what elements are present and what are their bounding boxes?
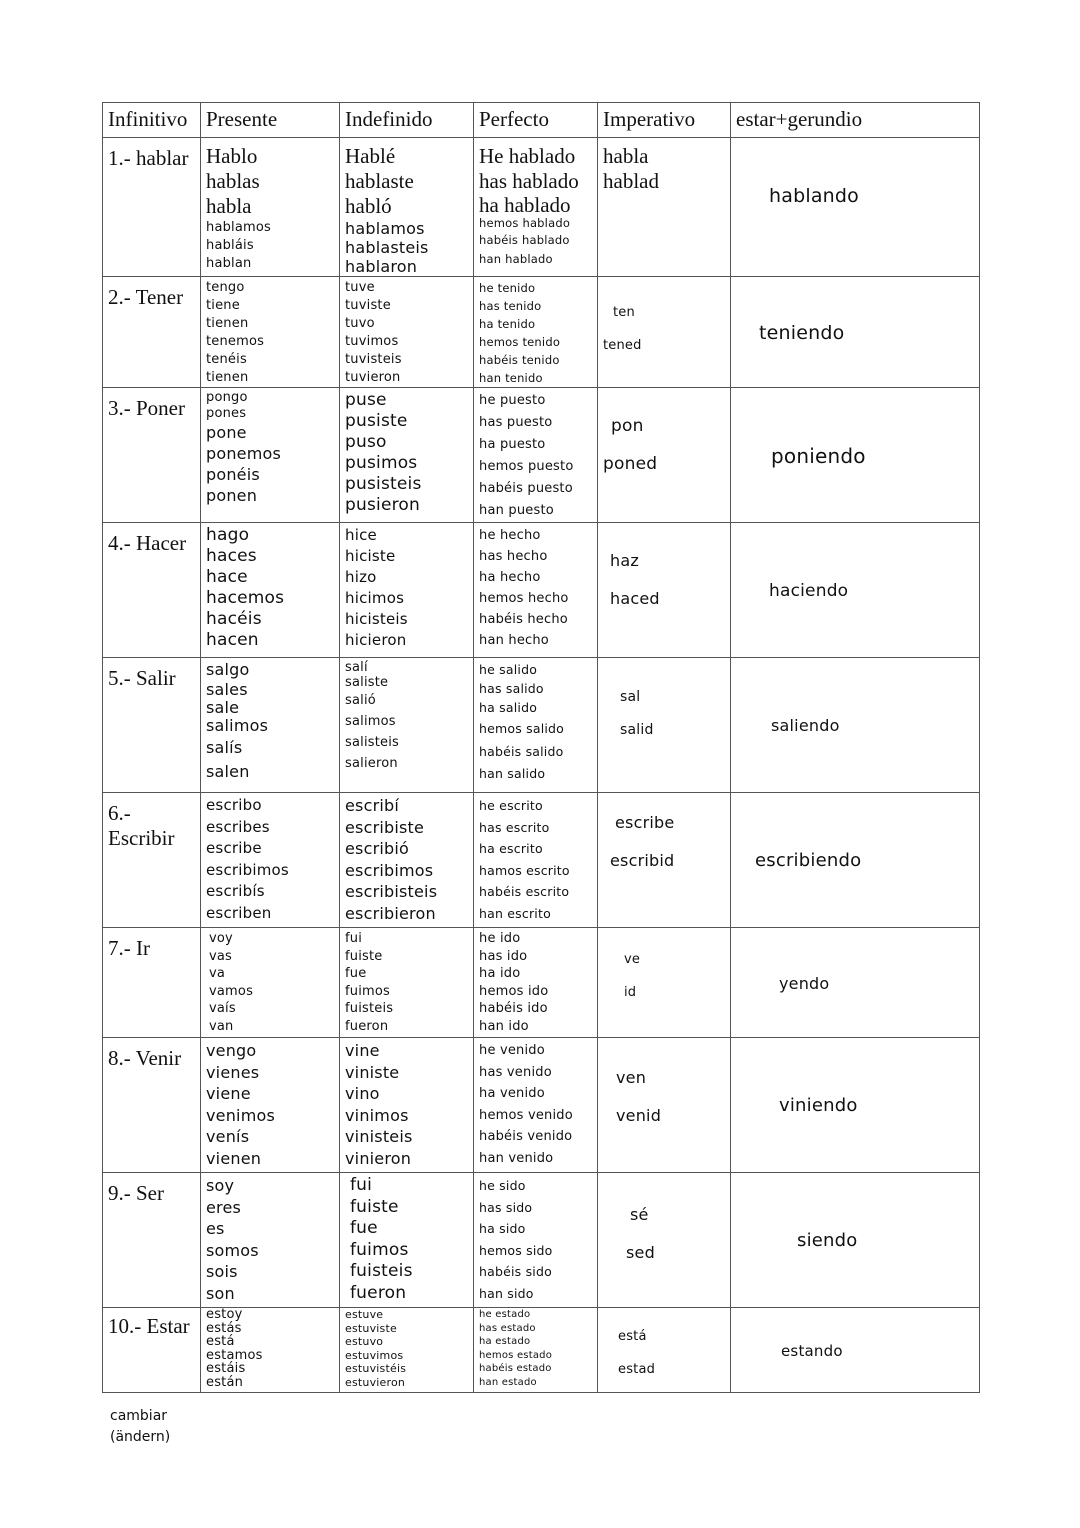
conjugation: salgo — [206, 660, 250, 679]
conjugation: salimos — [345, 714, 396, 729]
conjugation: He hablado — [479, 144, 576, 168]
conjugation: estoy — [206, 1307, 243, 1322]
conjugation: escribiste — [345, 817, 425, 837]
conjugation: he tenido — [479, 281, 536, 295]
table-row — [103, 928, 980, 1038]
conjugation: has hablado — [479, 169, 579, 193]
conjugation: tenemos — [206, 334, 265, 349]
conjugation: estuve — [345, 1308, 384, 1321]
conjugation: he estado — [479, 1309, 531, 1320]
conjugation: habéis salido — [479, 744, 564, 759]
gerundio-cell: yendo — [731, 928, 980, 1038]
conjugation: ha salido — [479, 700, 538, 715]
table-row — [103, 1308, 980, 1393]
conjugation: has puesto — [479, 415, 553, 430]
conjugation: has hecho — [479, 549, 548, 564]
conjugation: salió — [345, 693, 376, 708]
conjugation: haced — [610, 589, 660, 608]
conjugation: venimos — [206, 1105, 276, 1125]
header-presente: Presente — [201, 103, 340, 138]
conjugation: fuisteis — [350, 1261, 413, 1281]
conjugation: escriben — [206, 903, 272, 922]
perfecto-cell — [474, 277, 598, 388]
conjugation: ha ido — [479, 966, 521, 981]
conjugation: salisteis — [345, 735, 400, 750]
gerundio-cell: siendo — [731, 1173, 980, 1308]
conjugation: has estado — [479, 1322, 536, 1334]
indefinido-cell — [340, 388, 474, 523]
conjugation: habéis escrito — [479, 884, 570, 899]
conjugation: han venido — [479, 1150, 554, 1166]
conjugation: Hablo — [206, 144, 258, 168]
conjugation: venid — [616, 1106, 662, 1125]
conjugation: hemos hablado — [479, 216, 571, 230]
table-row — [103, 523, 980, 658]
conjugation: estad — [618, 1362, 656, 1377]
conjugation: somos — [206, 1240, 259, 1260]
conjugation: ha sido — [479, 1221, 526, 1236]
header-gerundio: estar+gerundio — [731, 103, 980, 138]
infinitivo-cell: 7.- Ir — [103, 928, 201, 1038]
imperativo-cell — [598, 658, 731, 793]
perfecto-cell — [474, 1173, 598, 1308]
conjugation: habéis sido — [479, 1264, 552, 1279]
conjugation: estás — [206, 1320, 242, 1336]
presente-cell — [201, 138, 340, 277]
imperativo-cell — [598, 1173, 731, 1308]
conjugation: hablas — [206, 169, 260, 193]
conjugation: ten — [613, 305, 635, 320]
conjugation: he sido — [479, 1178, 526, 1193]
conjugation: has venido — [479, 1064, 552, 1080]
conjugation: hiciste — [345, 547, 396, 565]
conjugation: pon — [611, 416, 644, 436]
conjugation: hice — [345, 526, 377, 544]
conjugation: han puesto — [479, 503, 554, 518]
conjugation: haces — [206, 546, 257, 566]
conjugation: han ido — [479, 1018, 529, 1034]
conjugation: han escrito — [479, 905, 551, 921]
conjugation: has escrito — [479, 819, 550, 835]
conjugation: están — [206, 1374, 244, 1390]
conjugation: ha hablado — [479, 193, 571, 217]
perfecto-cell — [474, 523, 598, 658]
conjugation: escribimos — [206, 860, 289, 879]
gerundio-cell: poniendo — [731, 388, 980, 523]
conjugation: han tenido — [479, 371, 543, 385]
conjugation: hemos tenido — [479, 335, 561, 349]
conjugation: salid — [620, 722, 654, 738]
conjugation: hablamos — [206, 220, 272, 235]
conjugation: han salido — [479, 766, 546, 781]
conjugation: estuvieron — [345, 1375, 406, 1389]
conjugation: está — [206, 1334, 235, 1349]
presente-cell — [201, 1038, 340, 1173]
conjugation: hamos escrito — [479, 862, 570, 878]
conjugation: hemos sido — [479, 1242, 553, 1258]
conjugation: ha estado — [479, 1336, 531, 1347]
conjugation: habéis venido — [479, 1129, 573, 1144]
conjugation: escribió — [345, 839, 409, 858]
conjugation: ve — [624, 952, 641, 967]
conjugation: has tenido — [479, 299, 542, 313]
conjugation: sales — [206, 680, 248, 699]
conjugation: habló — [345, 194, 392, 218]
infinitivo-cell: 8.- Venir — [103, 1038, 201, 1173]
conjugation: fui — [350, 1175, 373, 1195]
perfecto-cell — [474, 928, 598, 1038]
conjugation: hacen — [206, 630, 259, 650]
perfecto-cell — [474, 138, 598, 277]
conjugation: puso — [345, 432, 387, 452]
imperativo-cell — [598, 277, 731, 388]
imperativo-cell — [598, 793, 731, 928]
gerundio-cell: viniendo — [731, 1038, 980, 1173]
conjugation: pones — [206, 406, 247, 421]
conjugation: voy — [209, 931, 233, 946]
conjugation: hablaste — [345, 169, 414, 193]
conjugation: vamos — [209, 983, 254, 999]
conjugation: escribieron — [345, 903, 436, 923]
conjugation: tenéis — [206, 352, 247, 367]
presente-cell — [201, 277, 340, 388]
conjugation: sed — [626, 1243, 655, 1262]
conjugation: sois — [206, 1262, 238, 1281]
conjugation: haz — [610, 551, 639, 570]
conjugation: estuvistéis — [345, 1362, 407, 1375]
conjugation: estáis — [206, 1361, 246, 1376]
conjugation: escribe — [206, 839, 262, 857]
conjugation: está — [618, 1329, 647, 1344]
conjugation: ha escrito — [479, 841, 543, 856]
conjugation: vinieron — [345, 1148, 412, 1168]
indefinido-cell — [340, 1308, 474, 1393]
imperativo-cell — [598, 1308, 731, 1393]
conjugation: tuvo — [345, 316, 375, 331]
conjugation: hemos salido — [479, 721, 565, 736]
conjugation: pusieron — [345, 495, 420, 515]
gerundio-cell: hablando — [731, 138, 980, 277]
infinitivo-cell: 10.- Estar — [103, 1308, 201, 1393]
conjugation: hablad — [603, 169, 659, 193]
conjugation: has salido — [479, 681, 544, 696]
conjugation: tuvieron — [345, 370, 401, 385]
conjugation: venís — [206, 1127, 250, 1146]
conjugation: pusimos — [345, 453, 418, 473]
conjugation: viene — [206, 1084, 251, 1103]
table-row — [103, 138, 980, 277]
conjugation: he hecho — [479, 528, 541, 543]
imperativo-cell — [598, 928, 731, 1038]
conjugation: ha hecho — [479, 570, 541, 585]
conjugation: hicisteis — [345, 610, 408, 628]
conjugation: pone — [206, 423, 247, 442]
header-indefinido: Indefinido — [340, 103, 474, 138]
infinitivo-cell: 3.- Poner — [103, 388, 201, 523]
conjugation: habéis estado — [479, 1363, 552, 1374]
presente-cell — [201, 928, 340, 1038]
conjugation: hablan — [206, 256, 252, 271]
conjugation: habéis hecho — [479, 612, 568, 627]
imperativo-cell — [598, 388, 731, 523]
conjugation: estuvo — [345, 1335, 384, 1348]
imperativo-cell — [598, 138, 731, 277]
conjugation: hablasteis — [345, 238, 429, 257]
table-row — [103, 1173, 980, 1308]
conjugation: ponemos — [206, 444, 282, 463]
conjugation: escribo — [206, 796, 262, 814]
conjugation: salimos — [206, 716, 269, 735]
note-word: cambiar — [110, 1408, 168, 1424]
conjugation: va — [209, 966, 226, 981]
presente-cell — [201, 388, 340, 523]
conjugation: vienes — [206, 1062, 260, 1082]
indefinido-cell — [340, 928, 474, 1038]
conjugation: ven — [616, 1068, 647, 1087]
infinitivo-cell: 9.- Ser — [103, 1173, 201, 1308]
conjugation: estamos — [206, 1347, 263, 1363]
conjugation: fueron — [350, 1282, 407, 1303]
imperativo-cell — [598, 523, 731, 658]
infinitivo-cell: 2.- Tener — [103, 277, 201, 388]
gerundio-cell: saliendo — [731, 658, 980, 793]
presente-cell — [201, 793, 340, 928]
conjugation: hablaron — [345, 257, 418, 276]
perfecto-cell — [474, 1308, 598, 1393]
conjugation: tuve — [345, 280, 375, 295]
infinitivo-cell: 6.- Escribir — [103, 793, 201, 928]
header-row — [103, 103, 980, 138]
conjugation: Hablé — [345, 144, 396, 168]
conjugation: sale — [206, 698, 240, 717]
conjugation: hago — [206, 525, 250, 545]
conjugation: hicieron — [345, 631, 407, 649]
conjugation: ponéis — [206, 465, 260, 484]
conjugation: hemos estado — [479, 1349, 553, 1361]
infinitivo-cell: 4.- Hacer — [103, 523, 201, 658]
conjugation: escribe — [615, 813, 675, 832]
conjugation-table — [102, 102, 980, 1393]
gerundio-cell: estando — [731, 1308, 980, 1393]
conjugation: has sido — [479, 1199, 533, 1215]
conjugation: saliste — [345, 675, 389, 690]
conjugation: tuvimos — [345, 334, 399, 349]
infinitivo-cell: 1.- hablar — [103, 138, 201, 277]
conjugation: hacemos — [206, 588, 285, 608]
conjugation: hacéis — [206, 609, 262, 629]
indefinido-cell — [340, 658, 474, 793]
conjugation: habéis tenido — [479, 353, 560, 367]
conjugation: habláis — [206, 238, 254, 253]
note-translation: (ändern) — [110, 1429, 171, 1445]
conjugation: es — [206, 1219, 225, 1238]
conjugation: habéis hablado — [479, 233, 570, 247]
conjugation: estuviste — [345, 1321, 397, 1335]
conjugation: han hecho — [479, 633, 549, 648]
indefinido-cell — [340, 138, 474, 277]
imperativo-cell — [598, 1038, 731, 1173]
conjugation: ha tenido — [479, 317, 536, 331]
conjugation: fuimos — [350, 1239, 409, 1260]
table-row — [103, 388, 980, 523]
conjugation: son — [206, 1283, 235, 1303]
table-row — [103, 793, 980, 928]
conjugation: vaís — [209, 1001, 236, 1016]
conjugation: he ido — [479, 931, 521, 946]
conjugation: vengo — [206, 1041, 257, 1060]
conjugation: tiene — [206, 298, 240, 313]
gerundio-cell: haciendo — [731, 523, 980, 658]
conjugation: soy — [206, 1176, 235, 1195]
perfecto-cell — [474, 388, 598, 523]
conjugation: han hablado — [479, 252, 553, 266]
conjugation: vinisteis — [345, 1127, 413, 1146]
conjugation: van — [209, 1018, 234, 1034]
perfecto-cell — [474, 793, 598, 928]
conjugation: ha venido — [479, 1086, 545, 1101]
conjugation: tened — [603, 338, 642, 353]
conjugation: fuisteis — [345, 1001, 394, 1016]
conjugation: han sido — [479, 1285, 534, 1301]
conjugation: salí — [345, 660, 368, 675]
conjugation: escribimos — [345, 860, 434, 880]
conjugation: fuimos — [345, 983, 391, 999]
conjugation: sé — [630, 1205, 649, 1224]
conjugation: vine — [345, 1041, 380, 1060]
conjugation: escribisteis — [345, 882, 438, 901]
conjugation: hizo — [345, 568, 377, 586]
conjugation: he puesto — [479, 393, 546, 408]
presente-cell — [201, 523, 340, 658]
conjugation: he salido — [479, 662, 538, 677]
conjugation: hablamos — [345, 219, 425, 238]
conjugation: habéis ido — [479, 1001, 548, 1016]
table-row — [103, 1038, 980, 1173]
conjugation: pongo — [206, 390, 248, 405]
indefinido-cell — [340, 1038, 474, 1173]
conjugation: vienen — [206, 1148, 262, 1168]
table-row — [103, 658, 980, 793]
conjugation: hace — [206, 567, 248, 587]
infinitivo-cell: 5.- Salir — [103, 658, 201, 793]
conjugation: estuvimos — [345, 1348, 404, 1362]
conjugation: fue — [345, 966, 367, 981]
gerundio-cell: escribiendo — [731, 793, 980, 928]
table-row — [103, 277, 980, 388]
conjugation: pusisteis — [345, 474, 422, 494]
header-infinitivo: Infinitivo — [103, 103, 201, 138]
header-perfecto: Perfecto — [474, 103, 598, 138]
conjugation: eres — [206, 1197, 242, 1217]
conjugation: habla — [603, 144, 649, 168]
indefinido-cell — [340, 277, 474, 388]
conjugation: hemos puesto — [479, 459, 574, 474]
conjugation: hemos venido — [479, 1107, 573, 1123]
conjugation: has ido — [479, 948, 528, 964]
margin-note — [110, 1406, 170, 1448]
conjugation: escribes — [206, 817, 270, 836]
conjugation: salen — [206, 762, 250, 781]
indefinido-cell — [340, 793, 474, 928]
conjugation: fuiste — [345, 948, 383, 964]
conjugation: tuvisteis — [345, 352, 402, 367]
conjugation: habla — [206, 194, 252, 218]
conjugation: escribí — [345, 796, 400, 815]
conjugation: viniste — [345, 1062, 400, 1082]
indefinido-cell — [340, 523, 474, 658]
conjugation: salieron — [345, 756, 398, 771]
perfecto-cell — [474, 1038, 598, 1173]
perfecto-cell — [474, 658, 598, 793]
indefinido-cell — [340, 1173, 474, 1308]
conjugation: sal — [620, 689, 641, 705]
conjugation: salís — [206, 738, 243, 757]
conjugation: fui — [345, 931, 363, 946]
conjugation: ha puesto — [479, 437, 546, 452]
conjugation: hemos hecho — [479, 591, 569, 606]
presente-cell — [201, 1173, 340, 1308]
conjugation: id — [624, 985, 637, 1000]
conjugation: fuiste — [350, 1196, 399, 1217]
conjugation: han estado — [479, 1376, 537, 1388]
conjugation: fue — [350, 1218, 378, 1238]
conjugation: vino — [345, 1084, 380, 1103]
conjugation: he escrito — [479, 798, 543, 813]
conjugation: he venido — [479, 1043, 545, 1058]
conjugation: puse — [345, 390, 387, 410]
conjugation: tengo — [206, 280, 245, 295]
conjugation: vas — [209, 948, 233, 964]
presente-cell — [201, 1308, 340, 1393]
conjugation: tienen — [206, 370, 249, 385]
conjugation: hemos ido — [479, 983, 549, 999]
conjugation: ponen — [206, 486, 258, 505]
conjugation: escribid — [610, 851, 675, 870]
conjugation: vinimos — [345, 1105, 409, 1125]
header-imperativo: Imperativo — [598, 103, 731, 138]
presente-cell — [201, 658, 340, 793]
conjugation: poned — [603, 454, 658, 474]
conjugation: pusiste — [345, 411, 408, 431]
gerundio-cell: teniendo — [731, 277, 980, 388]
conjugation: habéis puesto — [479, 481, 573, 496]
conjugation: fueron — [345, 1018, 389, 1034]
conjugation: tienen — [206, 316, 249, 331]
conjugation: hicimos — [345, 589, 405, 607]
conjugation: escribís — [206, 882, 265, 900]
conjugation: tuviste — [345, 298, 391, 313]
